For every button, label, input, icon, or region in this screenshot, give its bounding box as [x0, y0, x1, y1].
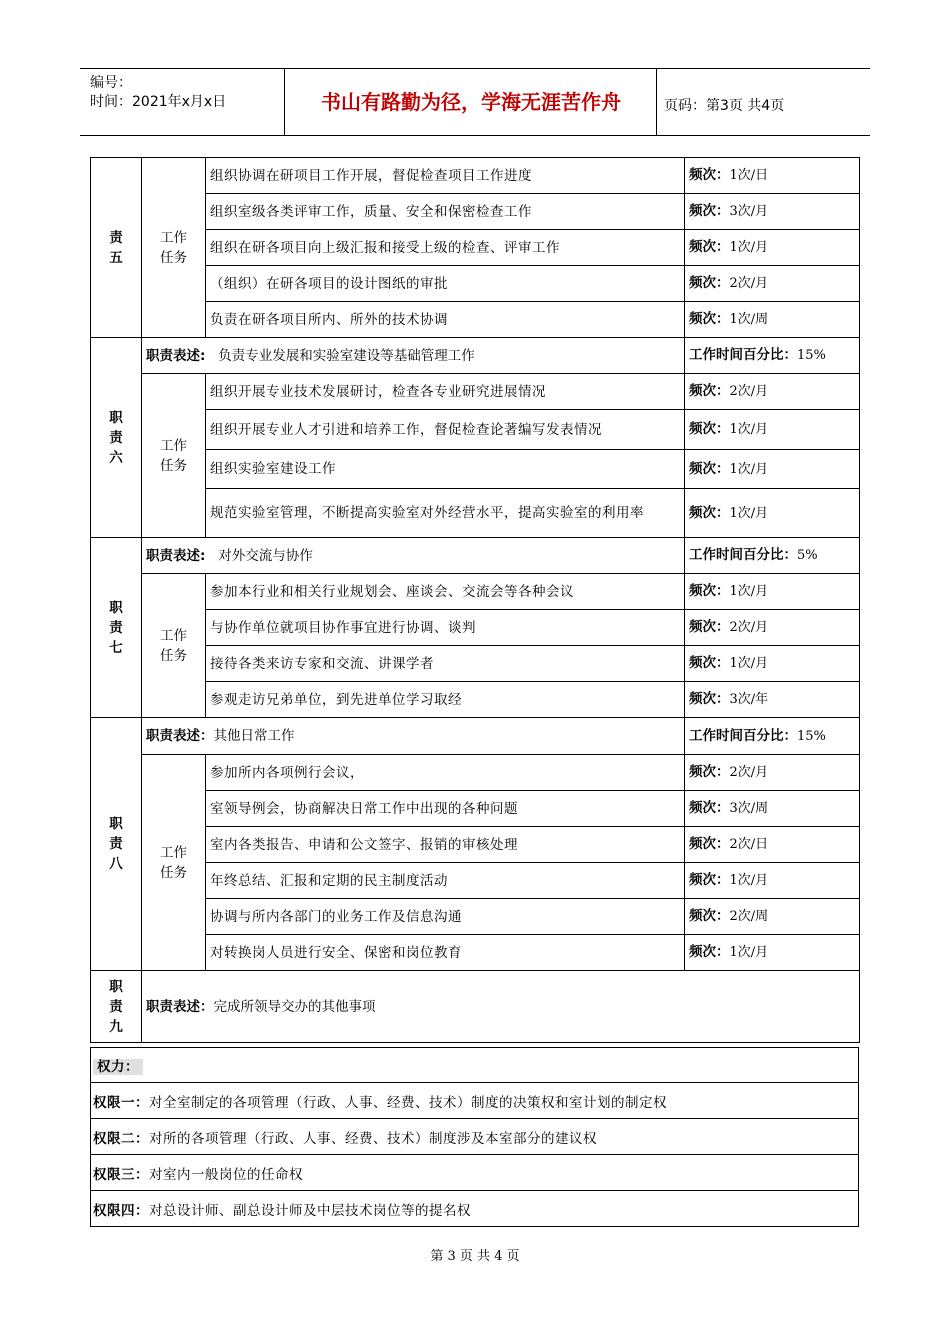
task-frequency: 频次：2次/月 — [685, 610, 860, 646]
table-row — [91, 266, 860, 302]
table-row — [91, 410, 860, 450]
duty-description: 职责表述: 负责专业发展和实验室建设等基础管理工作 — [142, 338, 685, 374]
task-frequency: 频次：1次/月 — [685, 935, 860, 971]
task-frequency: 频次：1次/月 — [685, 450, 860, 489]
task-text: 与协作单位就项目协作事宜进行协调、谈判 — [206, 610, 685, 646]
task-text: 协调与所内各部门的业务工作及信息沟通 — [206, 899, 685, 935]
task-text: 负责在研各项目所内、所外的技术协调 — [206, 302, 685, 338]
duty-section-8: 职 责 八 — [91, 718, 142, 971]
authority-item: 权限二：对所的各项管理（行政、人事、经费、技术）制度涉及本室部分的建议权 — [91, 1119, 859, 1155]
task-frequency: 频次：3次/年 — [685, 682, 860, 718]
header-motto: 书山有路勤为径，学海无涯苦作舟 — [321, 90, 621, 114]
document-number-label: 编号： — [90, 75, 132, 91]
task-text: 组织实验室建设工作 — [206, 450, 685, 489]
header-divider-right — [656, 68, 657, 135]
table-row — [91, 158, 860, 194]
authority-item: 权限一：对全室制定的各项管理（行政、人事、经费、技术）制度的决策权和室计划的制定权 — [91, 1083, 859, 1119]
table-row — [91, 1048, 859, 1083]
task-label: 工作 任务 — [142, 158, 206, 338]
table-row — [91, 899, 860, 935]
duty-time-percentage: 工作时间百分比：5% — [685, 538, 860, 574]
task-text: 年终总结、汇报和定期的民主制度活动 — [206, 863, 685, 899]
task-text: 对转换岗人员进行安全、保密和岗位教育 — [206, 935, 685, 971]
task-frequency: 频次：2次/月 — [685, 755, 860, 791]
task-frequency: 频次：2次/周 — [685, 899, 860, 935]
page-footer: 第 3 页 共 4 页 — [430, 1249, 520, 1264]
duty-description: 职责表述：完成所领导交办的其他事项 — [142, 971, 860, 1043]
task-text: 室领导例会，协商解决日常工作中出现的各种问题 — [206, 791, 685, 827]
task-frequency: 频次：1次/月 — [685, 646, 860, 682]
table-row — [91, 302, 860, 338]
authority-item: 权限四：对总设计师、副总设计师及中层技术岗位等的提名权 — [91, 1191, 859, 1227]
task-frequency: 频次：2次/月 — [685, 374, 860, 410]
table-row — [91, 863, 860, 899]
table-row — [91, 1083, 859, 1119]
task-text: 参加所内各项例行会议， — [206, 755, 685, 791]
table-row — [91, 489, 860, 538]
table-row — [91, 374, 860, 410]
document-date: 时间：2021年x月x日 — [90, 94, 227, 110]
table-row — [91, 1191, 859, 1227]
header-top-rule — [80, 68, 870, 69]
task-frequency: 频次：2次/月 — [685, 266, 860, 302]
task-text: 参观走访兄弟单位，到先进单位学习取经 — [206, 682, 685, 718]
table-row — [91, 338, 860, 374]
table-row — [91, 935, 860, 971]
table-row — [91, 646, 860, 682]
duty-description: 职责表述：其他日常工作 — [142, 718, 685, 755]
table-row — [91, 718, 860, 755]
table-row — [91, 610, 860, 646]
task-label: 工作 任务 — [142, 574, 206, 718]
duty-section-7: 职 责 七 — [91, 538, 142, 718]
task-frequency: 频次：1次/月 — [685, 410, 860, 450]
table-row — [91, 450, 860, 489]
duty-time-percentage: 工作时间百分比：15% — [685, 338, 860, 374]
task-text: 接待各类来访专家和交流、讲课学者 — [206, 646, 685, 682]
table-row — [91, 755, 860, 791]
duty-table — [90, 157, 860, 1043]
duty-section-6: 职 责 六 — [91, 338, 142, 538]
power-heading: 权力： — [91, 1048, 859, 1083]
task-text: 室内各类报告、申请和公文签字、报销的审核处理 — [206, 827, 685, 863]
task-text: 参加本行业和相关行业规划会、座谈会、交流会等各种会议 — [206, 574, 685, 610]
table-row — [91, 574, 860, 610]
table-row — [91, 1119, 859, 1155]
header-divider-left — [284, 68, 285, 135]
task-text: 规范实验室管理，不断提高实验室对外经营水平，提高实验室的利用率 — [206, 489, 685, 538]
table-row — [91, 194, 860, 230]
table-row — [91, 791, 860, 827]
table-row — [91, 682, 860, 718]
table-row — [91, 230, 860, 266]
task-frequency: 频次：1次/月 — [685, 489, 860, 538]
task-frequency: 频次：1次/月 — [685, 230, 860, 266]
task-text: 组织室级各类评审工作，质量、安全和保密检查工作 — [206, 194, 685, 230]
task-frequency: 频次：1次/月 — [685, 863, 860, 899]
task-frequency: 频次：3次/月 — [685, 194, 860, 230]
task-frequency: 频次：1次/月 — [685, 574, 860, 610]
task-frequency: 频次：1次/日 — [685, 158, 860, 194]
header-bottom-rule — [80, 135, 870, 136]
task-text: 组织开展专业技术发展研讨，检查各专业研究进展情况 — [206, 374, 685, 410]
table-row — [91, 1155, 859, 1191]
task-text: 组织在研各项目向上级汇报和接受上级的检查、评审工作 — [206, 230, 685, 266]
task-text: （组织）在研各项目的设计图纸的审批 — [206, 266, 685, 302]
task-label: 工作 任务 — [142, 374, 206, 538]
task-label: 工作 任务 — [142, 755, 206, 971]
task-text: 组织协调在研项目工作开展，督促检查项目工作进度 — [206, 158, 685, 194]
header-page-number: 页码：第3页 共4页 — [664, 98, 785, 114]
table-row — [91, 827, 860, 863]
authority-item: 权限三：对室内一般岗位的任命权 — [91, 1155, 859, 1191]
task-frequency: 频次：3次/周 — [685, 791, 860, 827]
table-row — [91, 538, 860, 574]
duty-section-9: 职 责 九 — [91, 971, 142, 1043]
task-frequency: 频次：2次/日 — [685, 827, 860, 863]
duty-description: 职责表述: 对外交流与协作 — [142, 538, 685, 574]
task-text: 组织开展专业人才引进和培养工作，督促检查论著编写发表情况 — [206, 410, 685, 450]
authority-table — [90, 1047, 859, 1227]
task-frequency: 频次：1次/周 — [685, 302, 860, 338]
duty-section-5: 责 五 — [91, 158, 142, 338]
duty-time-percentage: 工作时间百分比：15% — [685, 718, 860, 755]
table-row — [91, 971, 860, 1043]
